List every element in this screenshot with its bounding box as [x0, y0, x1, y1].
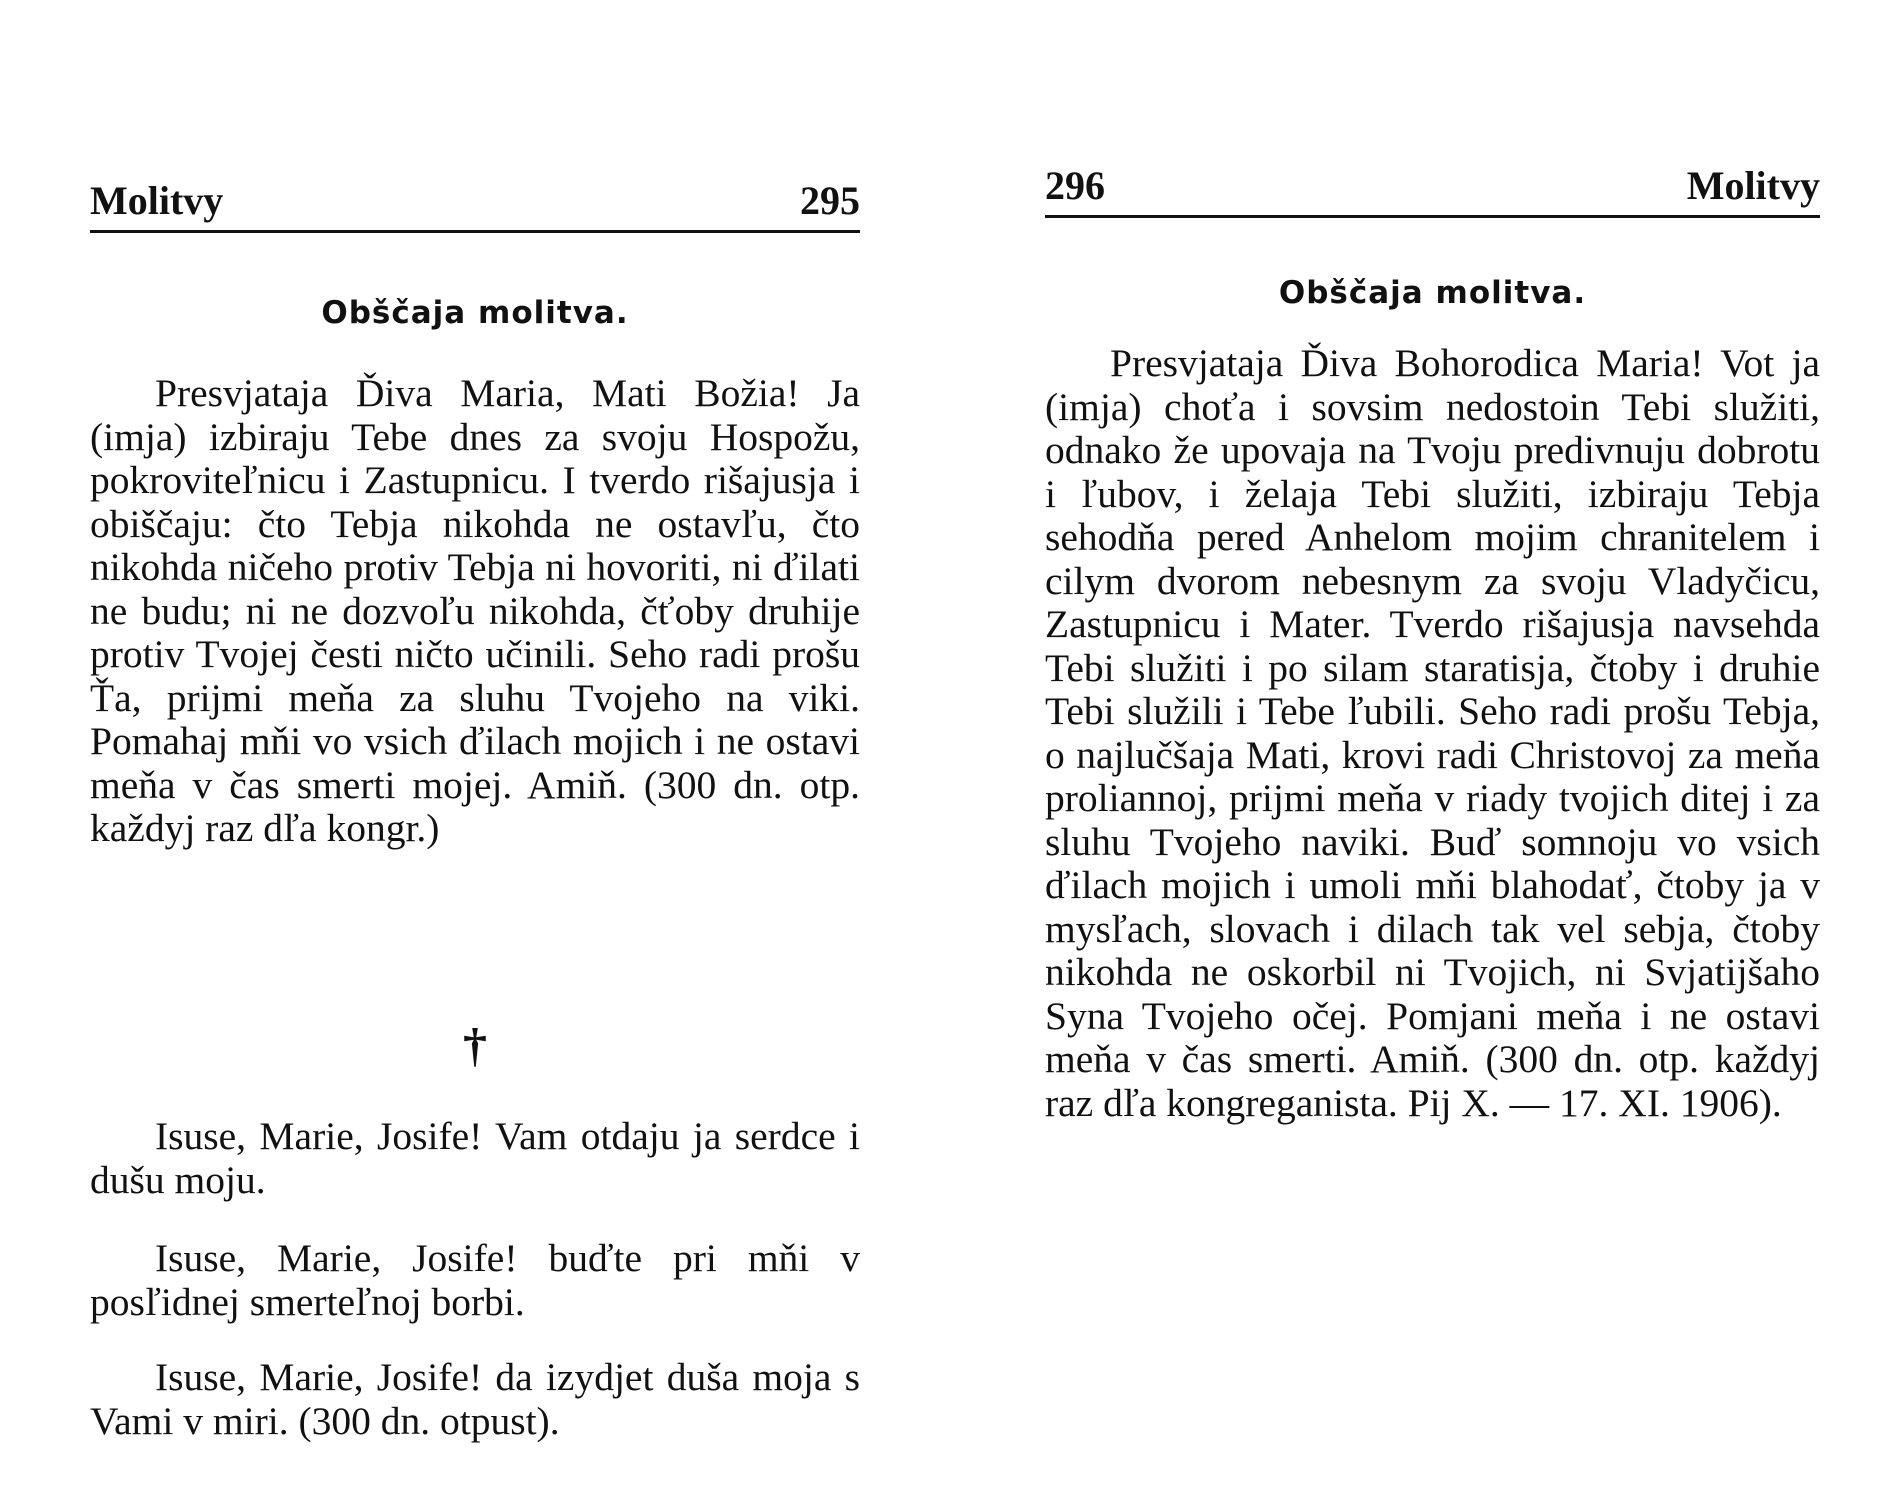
invocation-3 — [90, 1356, 860, 1443]
right-prayer-title: Obščaja molitva. — [1278, 275, 1587, 311]
cross-symbol: † — [463, 1019, 487, 1072]
invocation-3-text: Isuse, Marie, Josife! da izydjet duša moja s Vami v miri. (300 dn. otpust). — [90, 1355, 860, 1443]
left-header-title: Molitvy — [90, 178, 224, 223]
invocation-2-text: Isuse, Marie, Josife! buďte pri mňi v posľidnej smerteľnoj borbi. — [90, 1236, 860, 1324]
invocation-1-text: Isuse, Marie, Josife! Vam otdaju ja serdce i dušu moju. — [90, 1114, 860, 1202]
right-page — [1045, 0, 1820, 1500]
left-prayer-title: Obščaja molitva. — [321, 295, 629, 331]
left-running-head — [90, 170, 860, 233]
left-page-number: 295 — [800, 178, 860, 223]
right-prayer-text: Presvjataja Ďiva Bohorodica Maria! Vot ja (imja) choťa i sovsim nedostoin Tebi služiti, odnako že upovaja na Tvoju predivnuju dobrotu i ľubov, i želaja Tebi služiti, izbiraju Tebja sehodňa pered Anhelom mojim chranitelem i cilym dvorom nebesnym za svoju Vladyčicu, Zastupnicu i Mater. Tverdo rišajusja navsehda Tebi služiti i po silam staratisja, čtoby i druhie Tebi služili i Tebe ľubili. Seho radi prošu Tebja, o najlučšaja Mati, krovi radi Christovoj za meňa proliannoj, prijmi meňa v riady tvojich ditej i za sluhu Tvojeho naviki. Buď somnoju vo vsich ďilach mojich i umoli mňi blahodať, čtoby ja v mysľach, slovach i dilach tak vel sebja, čtoby nikohda ne oskorbil ni Tvojich, ni Svjatijšaho Syna Tvojeho očej. Pomjani meňa i ne ostavi meňa v čas smerti. Amiň. (300 dn. otp. každyj raz dľa kongreganista. Pij X. — 17. XI. 1906). — [1045, 341, 1820, 1125]
left-prayer-paragraph — [90, 372, 860, 851]
invocation-2 — [90, 1237, 860, 1324]
right-prayer-paragraph — [1045, 342, 1820, 1125]
right-running-head — [1045, 155, 1820, 218]
right-page-number: 296 — [1045, 163, 1105, 208]
left-prayer-text: Presvjataja Ďiva Maria, Mati Božia! Ja (imja) izbiraju Tebe dnes za svoju Hospožu, pokroviteľnicu i Zastupnicu. I tverdo rišajusja i obiščaju: čto Tebja nikohda ne ostavľu, čto nikohda ničeho protiv Tebja ni hovoriti, ni ďilati ne budu; ni ne dozvoľu nikohda, čťoby druhije protiv Tvojej česti ničto učinili. Seho radi prošu Ťa, prijmi meňa za sluhu Tvojeho na viki. Pomahaj mňi vo vsich ďilach mojich i ne ostavi meňa v čas smerti mojej. Amiň. (300 dn. otp. každyj raz dľa kongr.) — [90, 371, 860, 850]
left-page — [90, 0, 860, 1500]
right-header-title: Molitvy — [1686, 163, 1820, 208]
invocation-1 — [90, 1115, 860, 1202]
